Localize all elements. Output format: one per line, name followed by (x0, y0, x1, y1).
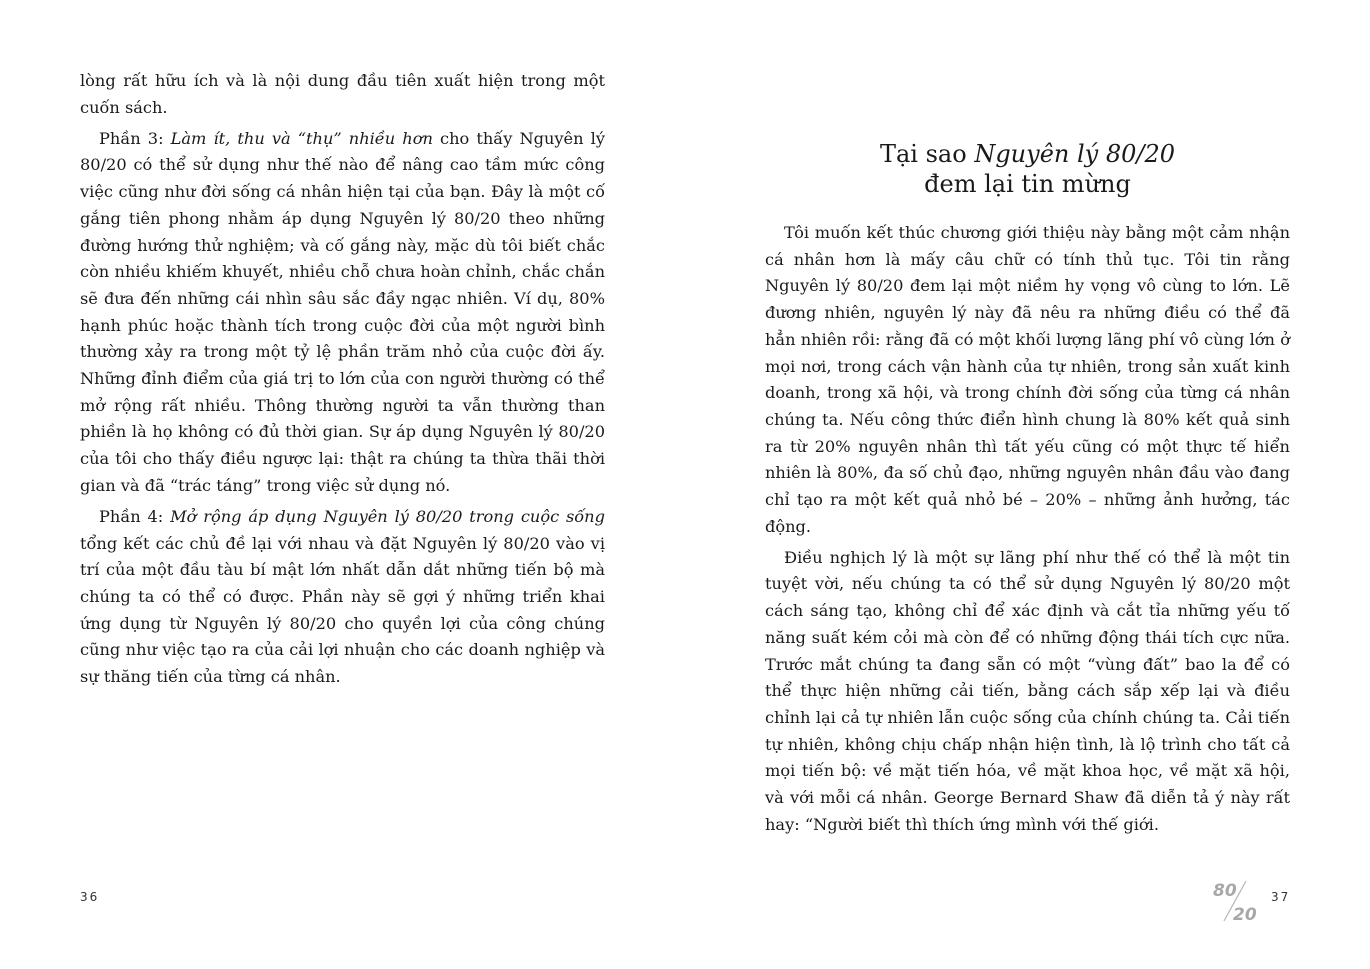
paragraph: Điều nghịch lý là một sự lãng phí như thế có thể là một tin tuyệt vời, nếu chúng ta có thể sử dụng Nguyên lý 80/20 một cách sáng tạo, không chỉ để xác định và cắt tỉa những yếu tố năng suất kém cỏi mà còn để có những động thái tích cực nữa. Trước mắt chúng ta đang sẵn có một “vùng đất” bao la để có thể thực hiện những cải tiến, bằng cách sắp xếp lại và điều chỉnh lại cả tự nhiên lẫn cuộc sống của chính chúng ta. Cải tiến tự nhiên, không chịu chấp nhận hiện tình, là lộ trình cho tất cả mọi tiến bộ: về mặt tiến hóa, về mặt khoa học, về mặt xã hội, và với mỗi cá nhân. George Bernard Shaw đã diễn tả ý này rất hay: “Người biết thì thích ứng mình với thế giới. (765, 547, 1290, 834)
left-text-column (80, 68, 605, 695)
part-label: Phần 4: (99, 506, 171, 526)
svg-text:80: 80 (1213, 881, 1237, 901)
paragraph: Phần 4: Mở rộng áp dụng Nguyên lý 80/20 trong cuộc sống tổng kết các chủ đề lại với nhau và đặt Nguyên lý 80/20 vào vị trí của một đầu tàu bí mật lớn nhất dẫn dắt những tiến bộ mà chúng ta có thể có được. Phần này sẽ gợi ý những triển khai ứng dụng từ Nguyên lý 80/20 cho quyền lợi của công chúng cũng như việc tạo ra của cải lợi nhuận cho các doanh nghiệp và sự thăng tiến của từng cá nhân. (80, 506, 605, 687)
right-page (685, 0, 1370, 969)
paragraph: Phần 3: Làm ít, thu và “thụ” nhiều hơn cho thấy Nguyên lý 80/20 có thể sử dụng như thế nào để nâng cao tầm mức công việc cũng như đời sống cá nhân hiện tại của bạn. Đây là một cố gắng tiên phong nhằm áp dụng Nguyên lý 80/20 theo những đường hướng thử nghiệm; và cố gắng này, mặc dù tôi biết chắc còn nhiều khiếm khuyết, nhiều chỗ chưa hoàn chỉnh, chắc chắn sẽ đưa đến những cái nhìn sâu sắc đầy ngạc nhiên. Ví dụ, 80% hạnh phúc hoặc thành tích trong cuộc đời của một người bình thường xảy ra trong một tỷ lệ phần trăm nhỏ của cuộc đời ấy. Những đỉnh điểm của giá trị to lớn của con người thường có thể mở rộng rất nhiều. Thông thường người ta vẫn thường than phiền là họ không có đủ thời gian. Sự áp dụng Nguyên lý 80/20 của tôi cho thấy điều ngược lại: thật ra chúng ta thừa thãi thời gian và đã “trác táng” trong việc sử dụng nó. (80, 128, 605, 495)
paragraph: lòng rất hữu ích và là nội dung đầu tiên xuất hiện trong một cuốn sách. (80, 71, 605, 117)
part-title: Làm ít, thu và “thụ” nhiều hơn (170, 128, 433, 148)
right-text-column (765, 220, 1290, 843)
section-title: Tại sao Nguyên lý 80/20 đem lại tin mừng (879, 140, 1176, 198)
page-number: 36 (80, 890, 100, 904)
svg-text:20: 20 (1233, 905, 1257, 924)
book-logo-icon (1212, 878, 1262, 924)
page-number: 37 (1271, 890, 1291, 904)
paragraph: Tôi muốn kết thúc chương giới thiệu này bằng một cảm nhận cá nhân hơn là mấy câu chữ có tính thủ tục. Tôi tin rằng Nguyên lý 80/20 đem lại một niềm hy vọng vô cùng to lớn. Lẽ đương nhiên, nguyên lý này đã nêu ra những điều có thể đã hẳn nhiên rồi: rằng đã có một khối lượng lãng phí vô cùng lớn ở mọi nơi, trong cách vận hành của tự nhiên, trong sản xuất kinh doanh, trong xã hội, và trong chính đời sống của từng cá nhân chúng ta. Nếu công thức điển hình chung là 80% kết quả sinh ra từ 20% nguyên nhân thì tất yếu cũng có một thực tế hiển nhiên là 80%, đa số chủ đạo, những nguyên nhân đầu vào đang chỉ tạo ra một kết quả nhỏ bé – 20% – những ảnh hưởng, tác động. (765, 223, 1290, 536)
part-title: Mở rộng áp dụng Nguyên lý 80/20 trong cuộc sống (170, 506, 605, 526)
part-label: Phần 3: (99, 128, 171, 148)
